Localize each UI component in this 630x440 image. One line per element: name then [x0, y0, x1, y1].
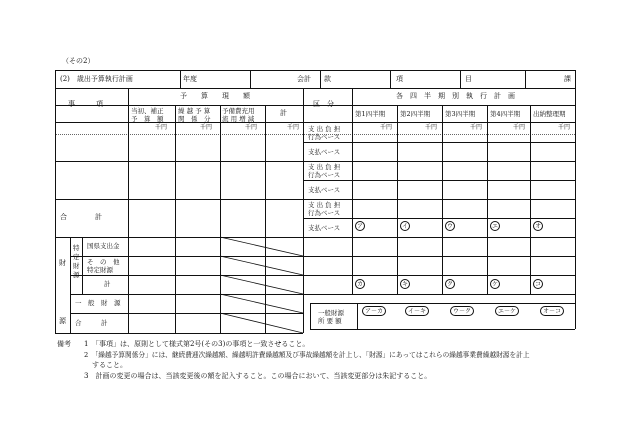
unit-label: 千円: [470, 124, 483, 131]
yobihi-header: 予備費充用 流 用 増 減: [222, 107, 255, 123]
circle-mark: コ: [534, 281, 541, 288]
futan-label: 支 出 負 担 行為ベース: [308, 163, 341, 179]
kou-label: 項: [396, 75, 403, 83]
note-1: 1 「事項」は、原則として様式第2号(その3)の事項と一致させること。: [84, 340, 310, 348]
circle-mark: ケ: [491, 281, 498, 288]
unit-label: 千円: [425, 124, 438, 131]
kurikoshi-header: 繰 越 予 算 関 係 分: [178, 107, 211, 123]
diff-mark: オ－コ: [540, 306, 564, 316]
diff-mark: ア－カ: [362, 306, 386, 316]
circle-mark: カ: [356, 281, 363, 288]
unit-label: 千円: [200, 124, 213, 131]
section-title: (2) 歳出予算執行計画: [60, 75, 133, 83]
jikou-header: 事 項: [68, 100, 103, 108]
notes-label: 備考: [57, 340, 71, 348]
q4-header: 第4四半期: [490, 110, 521, 118]
futan-label: 支 出 負 担 行為ベース: [308, 125, 341, 141]
unit-label: 千円: [287, 124, 300, 131]
moku-label: 目: [465, 75, 472, 83]
tokutei-label: 特 定 財 源: [73, 244, 80, 279]
circle-mark: エ: [491, 223, 498, 230]
zaigen-kei-label: 計: [104, 280, 111, 288]
futan-label: 支 出 負 担 行為ベース: [308, 201, 341, 217]
ippan-shoyou-label: 一般財源 所 要 額: [318, 309, 344, 325]
q2-header: 第2四半期: [400, 110, 431, 118]
diff-mark: エ－ケ: [495, 306, 519, 316]
kubun-header: 区 分: [313, 100, 334, 108]
shihanki-header: 各 四 半 期 別 執 行 計 画: [396, 92, 515, 100]
unit-label: 千円: [513, 124, 526, 131]
kaikei-label: 会計: [297, 75, 311, 83]
diff-mark: ウ－ク: [450, 306, 474, 316]
circle-mark: ウ: [446, 223, 453, 230]
ka-label: 課: [564, 75, 571, 83]
nendo-label: 年度: [183, 75, 197, 83]
ippan-label: 一 般 財 源: [75, 299, 121, 307]
q1-header: 第1四半期: [355, 110, 386, 118]
circle-mark: イ: [401, 223, 408, 230]
circle-mark: ク: [446, 281, 453, 288]
note-2: 2 「繰越予算関係分」には、継続費逓次繰越額、繰越明許費繰越額及び事故繰越額を計上し、「財源」にあってはこれらの繰越事業費繰越財源を計上: [84, 351, 530, 359]
circle-mark: キ: [401, 281, 408, 288]
shiharai-label: 支払ベース: [308, 186, 341, 194]
zai-label: 財: [59, 259, 66, 267]
gen-label: 源: [59, 317, 66, 325]
diff-mark: イ－キ: [405, 306, 429, 316]
kan-label: 款: [324, 75, 331, 83]
unit-label: 千円: [245, 124, 258, 131]
unit-label: 千円: [558, 124, 571, 131]
kei-header: 計: [280, 109, 287, 117]
circle-mark: ア: [356, 223, 363, 230]
circle-mark: オ: [534, 223, 541, 230]
unit-label: 千円: [155, 124, 168, 131]
note-3: 3 計画の変更の場合は、当該変更後の額を記入すること。この場合において、当該変更部分は朱記すること。: [84, 372, 432, 380]
zaigen-goukei-label: 合 計: [75, 319, 108, 327]
goukei-label: 合 計: [60, 213, 102, 221]
shiharai-label: 支払ベース: [308, 224, 341, 232]
tousho-header: 当初、補正 予 算 額: [131, 107, 164, 123]
note-2-cont: すること。: [92, 361, 127, 369]
unit-label: 千円: [380, 124, 393, 131]
q3-header: 第3四半期: [445, 110, 476, 118]
page-label: （その2）: [62, 57, 95, 65]
sonota-label: そ の 他 特定財源: [87, 258, 120, 274]
yosan-gengaku-header: 予 算 現 額: [180, 92, 250, 100]
shiharai-label: 支払ベース: [308, 148, 341, 156]
q5-header: 出納整理期: [533, 110, 566, 118]
kokko-label: 国県支出金: [87, 242, 120, 250]
